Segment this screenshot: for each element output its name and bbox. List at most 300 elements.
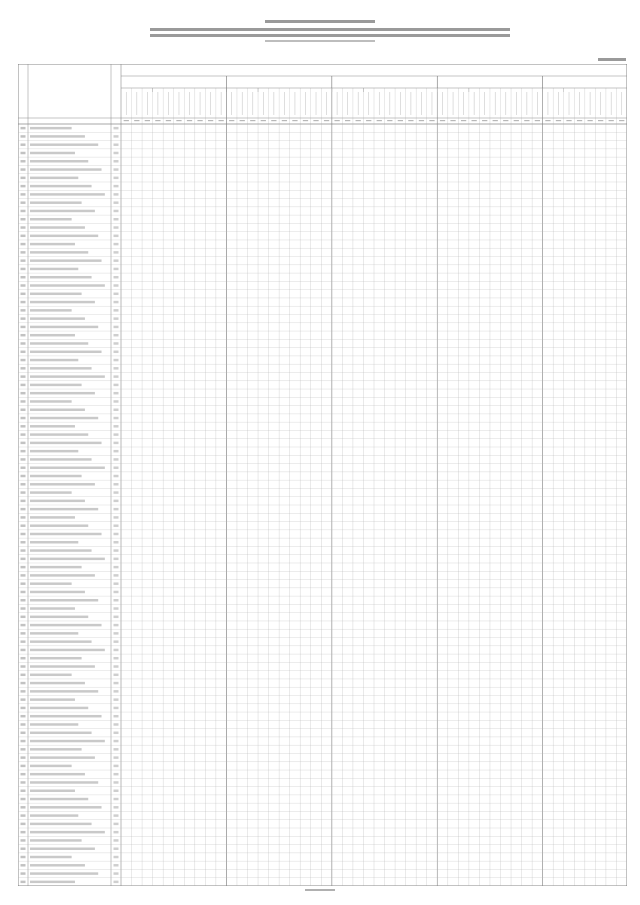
row-label	[30, 765, 72, 767]
row-label	[30, 516, 75, 518]
row-number	[21, 541, 26, 543]
row-label	[30, 226, 85, 228]
row-unit	[114, 475, 119, 477]
row-label	[30, 417, 98, 419]
row-unit	[114, 773, 119, 775]
row-label	[30, 632, 78, 634]
row-unit	[114, 160, 119, 162]
row-unit	[114, 665, 119, 667]
row-number	[21, 574, 26, 576]
row-number	[21, 392, 26, 394]
row-label	[30, 732, 92, 734]
row-number	[21, 748, 26, 750]
row-label	[30, 839, 82, 841]
row-label	[30, 251, 88, 253]
row-label	[30, 433, 88, 435]
row-unit	[114, 135, 119, 137]
row-label	[30, 872, 98, 874]
row-unit	[114, 690, 119, 692]
row-unit	[114, 806, 119, 808]
row-number	[21, 160, 26, 162]
row-label	[30, 607, 75, 609]
row-unit	[114, 814, 119, 816]
column-index-label	[545, 120, 550, 121]
row-number	[21, 152, 26, 154]
row-label	[30, 715, 102, 717]
row-unit	[114, 682, 119, 684]
row-number	[21, 524, 26, 526]
row-label	[30, 856, 72, 858]
row-label	[30, 135, 85, 137]
row-unit	[114, 201, 119, 203]
row-unit	[114, 284, 119, 286]
row-label	[30, 881, 75, 883]
row-number	[21, 317, 26, 319]
row-unit	[114, 823, 119, 825]
column-index-label	[261, 120, 266, 121]
row-label	[30, 301, 95, 303]
row-unit	[114, 599, 119, 601]
row-number	[21, 276, 26, 278]
row-number	[21, 259, 26, 261]
row-number	[21, 814, 26, 816]
row-number	[21, 293, 26, 295]
row-number	[21, 690, 26, 692]
row-number	[21, 475, 26, 477]
row-label	[30, 756, 95, 758]
row-unit	[114, 392, 119, 394]
row-number	[21, 450, 26, 452]
column-index-label	[250, 120, 255, 121]
row-unit	[114, 549, 119, 551]
row-label	[30, 268, 78, 270]
row-unit	[114, 301, 119, 303]
column-index-label	[229, 120, 234, 121]
row-unit	[114, 168, 119, 170]
row-label	[30, 740, 105, 742]
row-label	[30, 425, 75, 427]
row-unit	[114, 756, 119, 758]
column-index-label	[334, 120, 339, 121]
row-label	[30, 500, 85, 502]
row-unit	[114, 334, 119, 336]
column-index-label	[166, 120, 171, 121]
data-table	[18, 64, 627, 886]
row-label	[30, 690, 98, 692]
row-number	[21, 127, 26, 129]
row-number	[21, 715, 26, 717]
column-index-label	[587, 120, 592, 121]
table-number-note	[598, 58, 626, 61]
row-number	[21, 185, 26, 187]
column-index-label	[440, 120, 445, 121]
row-unit	[114, 732, 119, 734]
row-label	[30, 558, 105, 560]
column-index-label	[429, 120, 434, 121]
row-number	[21, 665, 26, 667]
row-unit	[114, 500, 119, 502]
row-label	[30, 259, 102, 261]
row-number	[21, 847, 26, 849]
row-label	[30, 185, 92, 187]
row-unit	[114, 831, 119, 833]
row-number	[21, 433, 26, 435]
column-index-label	[387, 120, 392, 121]
row-label	[30, 649, 105, 651]
row-label	[30, 375, 105, 377]
row-number	[21, 533, 26, 535]
row-label	[30, 276, 92, 278]
row-label	[30, 334, 75, 336]
row-unit	[114, 226, 119, 228]
row-unit	[114, 765, 119, 767]
row-unit	[114, 342, 119, 344]
column-index-label	[187, 120, 192, 121]
row-unit	[114, 127, 119, 129]
row-number	[21, 466, 26, 468]
row-label	[30, 458, 92, 460]
row-label	[30, 624, 102, 626]
row-unit	[114, 185, 119, 187]
row-unit	[114, 558, 119, 560]
column-index-label	[535, 120, 540, 121]
row-unit	[114, 293, 119, 295]
row-number	[21, 135, 26, 137]
row-label	[30, 549, 92, 551]
row-unit	[114, 442, 119, 444]
column-index-label	[577, 120, 582, 121]
column-index-label	[271, 120, 276, 121]
header-line-4	[265, 40, 375, 42]
row-number	[21, 831, 26, 833]
row-number	[21, 773, 26, 775]
row-label	[30, 831, 105, 833]
row-number	[21, 400, 26, 402]
row-unit	[114, 516, 119, 518]
row-unit	[114, 616, 119, 618]
row-unit	[114, 433, 119, 435]
row-label	[30, 483, 95, 485]
row-label	[30, 210, 95, 212]
row-number	[21, 218, 26, 220]
row-unit	[114, 276, 119, 278]
row-number	[21, 582, 26, 584]
row-number	[21, 359, 26, 361]
row-number	[21, 649, 26, 651]
row-number	[21, 707, 26, 709]
row-number	[21, 872, 26, 874]
row-unit	[114, 317, 119, 319]
row-unit	[114, 458, 119, 460]
column-index-label	[482, 120, 487, 121]
row-unit	[114, 839, 119, 841]
row-number	[21, 732, 26, 734]
row-label	[30, 201, 82, 203]
column-index-label	[493, 120, 498, 121]
row-label	[30, 790, 75, 792]
table-frame	[18, 64, 627, 886]
row-number	[21, 284, 26, 286]
row-unit	[114, 781, 119, 783]
row-number	[21, 566, 26, 568]
row-unit	[114, 491, 119, 493]
column-index-label	[356, 120, 361, 121]
row-number	[21, 698, 26, 700]
row-unit	[114, 591, 119, 593]
row-number	[21, 790, 26, 792]
row-number	[21, 301, 26, 303]
row-unit	[114, 400, 119, 402]
row-unit	[114, 409, 119, 411]
row-unit	[114, 235, 119, 237]
row-label	[30, 326, 98, 328]
row-label	[30, 284, 105, 286]
row-number	[21, 334, 26, 336]
row-unit	[114, 483, 119, 485]
row-number	[21, 177, 26, 179]
row-label	[30, 665, 95, 667]
row-number	[21, 409, 26, 411]
row-unit	[114, 309, 119, 311]
row-number	[21, 591, 26, 593]
row-unit	[114, 582, 119, 584]
row-unit	[114, 508, 119, 510]
row-label	[30, 674, 72, 676]
row-unit	[114, 417, 119, 419]
column-index-label	[408, 120, 413, 121]
header-line-1	[265, 20, 375, 23]
row-unit	[114, 218, 119, 220]
row-unit	[114, 210, 119, 212]
row-unit	[114, 657, 119, 659]
row-number	[21, 210, 26, 212]
row-label	[30, 442, 102, 444]
row-unit	[114, 632, 119, 634]
column-index-label	[377, 120, 382, 121]
row-label	[30, 218, 72, 220]
row-unit	[114, 607, 119, 609]
row-label	[30, 466, 105, 468]
row-number	[21, 458, 26, 460]
row-unit	[114, 881, 119, 883]
row-number	[21, 193, 26, 195]
row-unit	[114, 351, 119, 353]
row-unit	[114, 251, 119, 253]
row-number	[21, 143, 26, 145]
column-index-label	[324, 120, 329, 121]
row-number	[21, 516, 26, 518]
row-unit	[114, 359, 119, 361]
row-label	[30, 773, 85, 775]
row-unit	[114, 450, 119, 452]
column-index-label	[450, 120, 455, 121]
row-label	[30, 541, 78, 543]
column-index-label	[240, 120, 245, 121]
row-unit	[114, 649, 119, 651]
row-label	[30, 533, 102, 535]
row-label	[30, 823, 92, 825]
row-number	[21, 657, 26, 659]
row-number	[21, 367, 26, 369]
row-number	[21, 549, 26, 551]
row-unit	[114, 674, 119, 676]
column-index-label	[134, 120, 139, 121]
row-number	[21, 599, 26, 601]
row-unit	[114, 375, 119, 377]
row-number	[21, 640, 26, 642]
column-index-label	[313, 120, 318, 121]
row-unit	[114, 243, 119, 245]
column-index-label	[461, 120, 466, 121]
row-label	[30, 409, 85, 411]
row-label	[30, 864, 85, 866]
column-index-label	[124, 120, 129, 121]
column-index-label	[155, 120, 160, 121]
row-label	[30, 160, 88, 162]
row-number	[21, 881, 26, 883]
row-unit	[114, 259, 119, 261]
row-number	[21, 682, 26, 684]
row-number	[21, 508, 26, 510]
column-index-label	[345, 120, 350, 121]
row-number	[21, 624, 26, 626]
row-number	[21, 765, 26, 767]
row-number	[21, 168, 26, 170]
row-label	[30, 177, 78, 179]
row-label	[30, 640, 92, 642]
row-number	[21, 226, 26, 228]
column-index-label	[145, 120, 150, 121]
row-label	[30, 847, 95, 849]
header-line-2	[150, 28, 510, 31]
row-number	[21, 251, 26, 253]
row-unit	[114, 143, 119, 145]
row-label	[30, 193, 105, 195]
row-number	[21, 384, 26, 386]
row-number	[21, 839, 26, 841]
row-unit	[114, 384, 119, 386]
row-label	[30, 317, 85, 319]
row-unit	[114, 268, 119, 270]
row-label	[30, 392, 95, 394]
column-index-label	[514, 120, 519, 121]
row-number	[21, 723, 26, 725]
row-unit	[114, 864, 119, 866]
page-footer	[305, 889, 335, 891]
header-line-3	[150, 34, 510, 37]
column-index-label	[366, 120, 371, 121]
row-label	[30, 508, 98, 510]
row-unit	[114, 748, 119, 750]
row-label	[30, 367, 92, 369]
row-unit	[114, 533, 119, 535]
row-number	[21, 632, 26, 634]
column-index-label	[303, 120, 308, 121]
row-number	[21, 309, 26, 311]
row-label	[30, 574, 95, 576]
row-label	[30, 616, 88, 618]
row-label	[30, 599, 98, 601]
row-unit	[114, 872, 119, 874]
column-index-label	[197, 120, 202, 121]
row-number	[21, 342, 26, 344]
column-index-label	[176, 120, 181, 121]
row-number	[21, 798, 26, 800]
row-unit	[114, 524, 119, 526]
column-index-label	[503, 120, 508, 121]
row-number	[21, 483, 26, 485]
row-number	[21, 243, 26, 245]
row-number	[21, 864, 26, 866]
row-label	[30, 293, 82, 295]
row-unit	[114, 326, 119, 328]
row-number	[21, 756, 26, 758]
row-label	[30, 400, 72, 402]
column-index-label	[556, 120, 561, 121]
column-index-label	[282, 120, 287, 121]
row-number	[21, 491, 26, 493]
column-index-label	[219, 120, 224, 121]
row-unit	[114, 698, 119, 700]
row-unit	[114, 367, 119, 369]
row-label	[30, 143, 98, 145]
row-unit	[114, 847, 119, 849]
row-number	[21, 823, 26, 825]
row-unit	[114, 193, 119, 195]
row-label	[30, 359, 78, 361]
row-number	[21, 351, 26, 353]
column-index-label	[398, 120, 403, 121]
row-number	[21, 201, 26, 203]
column-index-label	[292, 120, 297, 121]
column-index-label	[419, 120, 424, 121]
row-label	[30, 707, 88, 709]
row-label	[30, 152, 75, 154]
row-number	[21, 616, 26, 618]
column-index-label	[609, 120, 614, 121]
row-label	[30, 475, 82, 477]
row-number	[21, 740, 26, 742]
column-index-label	[472, 120, 477, 121]
row-label	[30, 342, 88, 344]
row-unit	[114, 541, 119, 543]
row-unit	[114, 624, 119, 626]
row-number	[21, 674, 26, 676]
row-label	[30, 351, 102, 353]
row-label	[30, 723, 78, 725]
row-label	[30, 566, 82, 568]
row-number	[21, 235, 26, 237]
row-unit	[114, 177, 119, 179]
row-label	[30, 235, 98, 237]
row-label	[30, 491, 72, 493]
row-number	[21, 375, 26, 377]
row-number	[21, 558, 26, 560]
column-index-label	[598, 120, 603, 121]
row-label	[30, 309, 72, 311]
row-label	[30, 582, 72, 584]
row-unit	[114, 152, 119, 154]
row-label	[30, 748, 82, 750]
row-unit	[114, 790, 119, 792]
row-unit	[114, 466, 119, 468]
row-label	[30, 682, 85, 684]
row-label	[30, 384, 82, 386]
row-unit	[114, 640, 119, 642]
row-unit	[114, 574, 119, 576]
column-index-label	[619, 120, 624, 121]
row-unit	[114, 566, 119, 568]
